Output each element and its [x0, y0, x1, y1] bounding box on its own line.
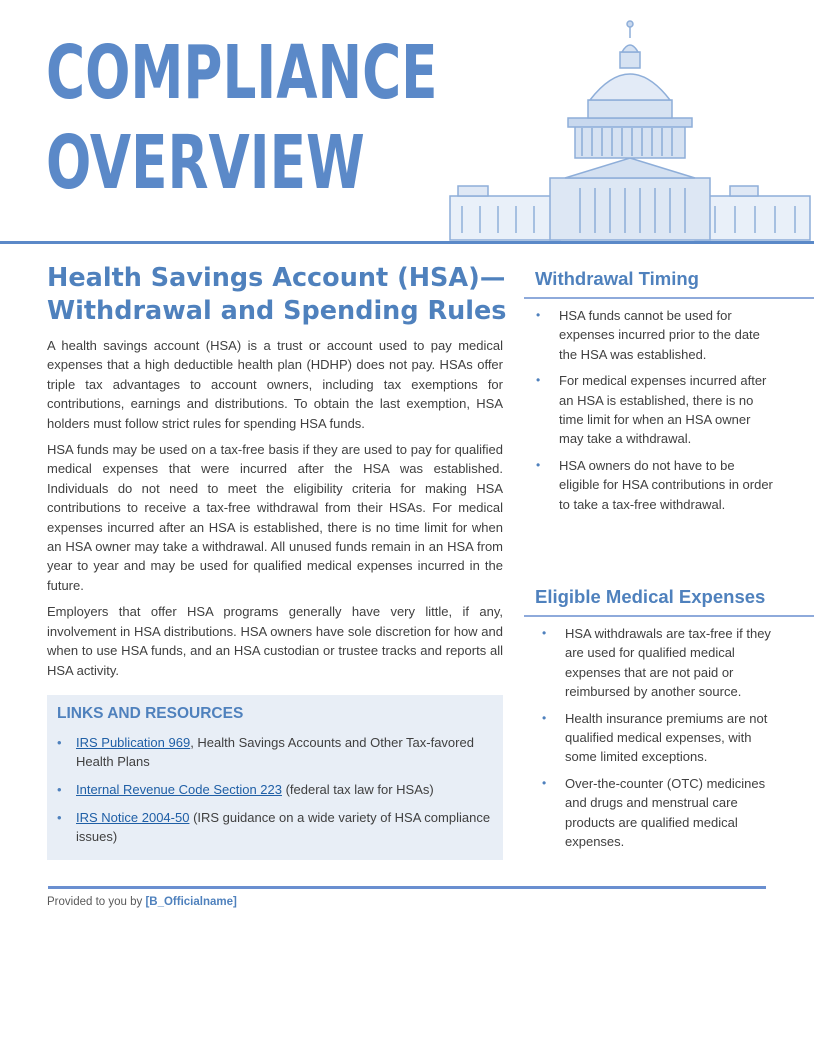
link-description: , Health Savings Accounts and Other Tax-favored Health Plans	[76, 735, 474, 769]
withdrawal-timing-list	[524, 306, 776, 521]
list-item	[530, 774, 782, 852]
eligible-expenses-list	[530, 624, 782, 858]
page-title: Health Savings Account (HSA)— Withdrawal and Spending Rules	[47, 263, 507, 326]
list-item	[530, 709, 782, 767]
link-description: (federal tax law for HSAs)	[281, 782, 434, 797]
footer-prefix: Provided to you by	[47, 896, 146, 908]
link-description: (IRS guidance on a wide variety of HSA compliance issues)	[76, 810, 491, 844]
irc-section-223-link[interactable]: Internal Revenue Code Section 223	[76, 782, 282, 797]
bullet-icon: •	[57, 782, 62, 797]
banner-divider	[0, 241, 814, 244]
list-item	[47, 808, 493, 846]
footer-divider	[48, 886, 766, 889]
links-and-resources-box	[47, 695, 503, 860]
bullet-icon: •	[542, 710, 547, 725]
list-item-text: HSA withdrawals are tax-free if they are used for qualified medical expenses that are not paid or reimbursed by another source.	[565, 626, 771, 700]
article-paragraph: HSA funds may be used on a tax-free basis if they are used to pay for qualified medical expenses that were incurred after the HSA was established. Individuals do not need to meet the eligibility criteria for making HSA contributions to receive a tax-free withdrawal from their HSAs. For medical expenses incurred after an HSA is established, there is no time limit for when an HSA owner may take a withdrawal. All unused funds remain in an HSA from year to year and may be used for qualified medical expenses incurred in the future.	[47, 442, 503, 593]
bullet-icon: •	[542, 626, 547, 640]
bullet-icon: •	[57, 735, 62, 750]
eligible-expenses-heading: Eligible Medical Expenses	[535, 586, 766, 607]
list-item	[524, 371, 776, 449]
article-paragraph: A health savings account (HSA) is a trust or account used to pay medical expenses that a high deductible health plan (HDHP) does not pay. HSAs offer triple tax advantages to account owners, including tax exemptions for contributions, earnings and distributions. To obtain the last exemption, HSA holders must follow strict rules for spending HSA funds.	[47, 338, 503, 431]
sidebar-divider	[524, 615, 814, 617]
capitol-building-image	[440, 18, 814, 244]
article-body	[47, 336, 503, 687]
article-paragraph: Employers that offer HSA programs generally have very little, if any, involvement in HSA distributions. HSA owners have sole discretion for how and when to use HSA funds, and an HSA custodian or trustee tracks and reports all HSA activity.	[47, 604, 503, 678]
bullet-icon: •	[536, 308, 541, 322]
list-item-text: Health insurance premiums are not qualified medical expenses, with some limited exceptions.	[565, 710, 768, 765]
irs-publication-969-link[interactable]: IRS Publication 969	[76, 735, 191, 750]
footer	[47, 896, 237, 908]
list-item	[524, 306, 776, 364]
banner-title	[46, 28, 438, 208]
banner-title-line1: COMPLIANCE	[46, 30, 438, 116]
links-heading: LINKS AND RESOURCES	[57, 705, 244, 722]
list-item-text: Over-the-counter (OTC) medicines and drugs and menstrual care products are qualified medical expenses.	[565, 775, 766, 850]
list-item	[530, 624, 782, 702]
list-item-text: HSA owners do not have to be eligible for HSA contributions in order to take a tax-free withdrawal.	[559, 457, 773, 512]
list-item	[47, 780, 493, 799]
sidebar-divider	[524, 297, 814, 299]
bullet-icon: •	[542, 775, 547, 790]
list-item	[524, 456, 776, 514]
banner-title-line2: OVERVIEW	[46, 120, 365, 206]
irs-notice-2004-50-link[interactable]: IRS Notice 2004-50	[76, 810, 190, 825]
bullet-icon: •	[57, 810, 62, 825]
list-item-text: HSA funds cannot be used for expenses incurred prior to the date the HSA was established.	[559, 308, 760, 362]
bullet-icon: •	[536, 373, 541, 388]
bullet-icon: •	[536, 457, 541, 472]
withdrawal-timing-heading: Withdrawal Timing	[535, 268, 699, 289]
official-name-placeholder: [B_Officialname]	[145, 896, 237, 908]
list-item	[47, 733, 493, 771]
list-item-text: For medical expenses incurred after an HSA is established, there is no time limit for when an HSA owner may take a withdrawal.	[559, 373, 767, 447]
links-list	[47, 733, 493, 855]
